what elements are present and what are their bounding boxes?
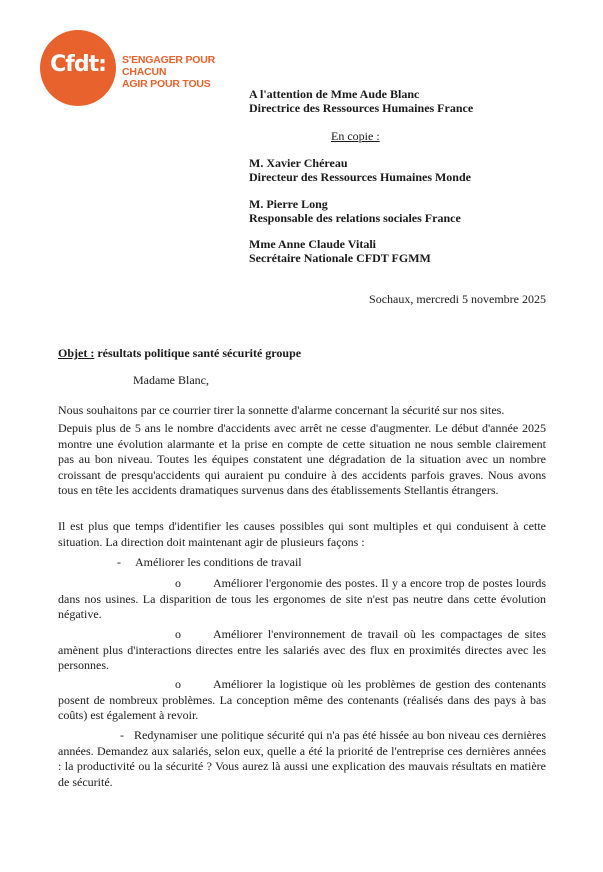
cc-name: M. Pierre Long — [249, 197, 328, 211]
cc-recipient — [249, 238, 431, 265]
logo-tagline — [122, 54, 240, 90]
cc-title: Responsable des relations sociales France — [249, 210, 461, 225]
object-line — [58, 346, 301, 361]
paragraph-intro: Nous souhaitons par ce courrier tirer la sonnette d'alarme concernant la sécurité sur nos sites. — [58, 403, 505, 417]
sub-bullet-marker: o — [175, 627, 181, 641]
cc-recipient — [249, 198, 461, 225]
recipient-title: Directrice des Ressources Humaines France — [249, 100, 474, 115]
paragraph-accidents: Depuis plus de 5 ans le nombre d'accidents avec arrêt ne cesse d'augmenter. Le début d'année 2025 montre une évolution alarmante et la prise en compte de cette situation ne nous semble clairement pas au bon niveau. Toutes les équipes constatent une dégradation de la situation avec un nombre croissant de presqu'accidents qui auraient pu conduire à des accidents parfois graves. Nous avons tous en tête les accidents dramatiques survenus dans des établissements Stellantis étrangers. — [58, 421, 546, 497]
bullet-safety-policy — [58, 728, 546, 790]
bullet-working-conditions — [117, 555, 302, 570]
sub-bullet-marker: o — [175, 677, 181, 691]
paragraph-causes: Il est plus que temps d'identifier les causes possibles qui sont multiples et qui conduisent à cette situation. La direction doit maintenant agir de plusieurs façons : — [58, 519, 546, 549]
cc-title: Directeur des Ressources Humaines Monde — [249, 169, 471, 184]
cfdt-logo — [40, 30, 240, 106]
date-line: Sochaux, mercredi 5 novembre 2025 — [369, 292, 546, 306]
cc-title: Secrétaire Nationale CFDT FGMM — [249, 250, 431, 265]
sub-bullet-marker: o — [175, 576, 181, 590]
recipient-attention: A l'attention de Mme Aude Blanc — [249, 87, 420, 101]
logo-tagline-line1: S'ENGAGER POUR CHACUN — [122, 54, 216, 78]
cc-name: Mme Anne Claude Vitali — [249, 237, 377, 251]
sub-bullet-environment — [58, 627, 546, 674]
bullet-dash: - — [120, 728, 124, 742]
sub-bullet-ergonomics — [58, 576, 546, 623]
bullet-text: Améliorer les conditions de travail — [135, 555, 302, 569]
sub-bullet-logistics — [58, 677, 546, 724]
object-text: résultats politique santé sécurité groupe — [97, 346, 302, 360]
logo-tagline-line2: AGIR POUR TOUS — [122, 78, 211, 90]
bullet-text: Redynamiser une politique sécurité qui n'a pas été hissée au bon niveau ces dernières années. Demandez aux salariés, selon eux, quelle a été la priorité de l'entreprise ces dernières années : la productivité ou la sécurité ? Vous aurez là aussi une explication des mauvais résultats en matière de sécurité. — [58, 728, 546, 789]
logo-mark: Cfdt: — [50, 52, 106, 77]
sub-bullet-text: Améliorer l'ergonomie des postes. Il y a encore trop de postes lourds dans nos usines. La disparition de tous les ergonomes de site n'est pas neutre dans cette évolution négative. — [58, 576, 546, 621]
recipient-main — [249, 88, 473, 115]
salutation: Madame Blanc, — [133, 373, 209, 387]
copy-label: En copie : — [331, 129, 380, 143]
bullet-dash: - — [117, 555, 121, 569]
cc-recipient — [249, 157, 471, 184]
cc-name: M. Xavier Chéreau — [249, 156, 348, 170]
sub-bullet-text: Améliorer l'environnement de travail où les compactages de sites amènent plus d'interactions directes entre les salariés avec des flux en proximités directes avec les personnes. — [58, 627, 546, 672]
object-label: Objet : — [58, 346, 95, 360]
sub-bullet-text: Améliorer la logistique où les problèmes de gestion des contenants posent de nombreux problèmes. La conception même des contenants (réalisés dans des pays à bas coûts) est également à revoir. — [58, 677, 546, 722]
